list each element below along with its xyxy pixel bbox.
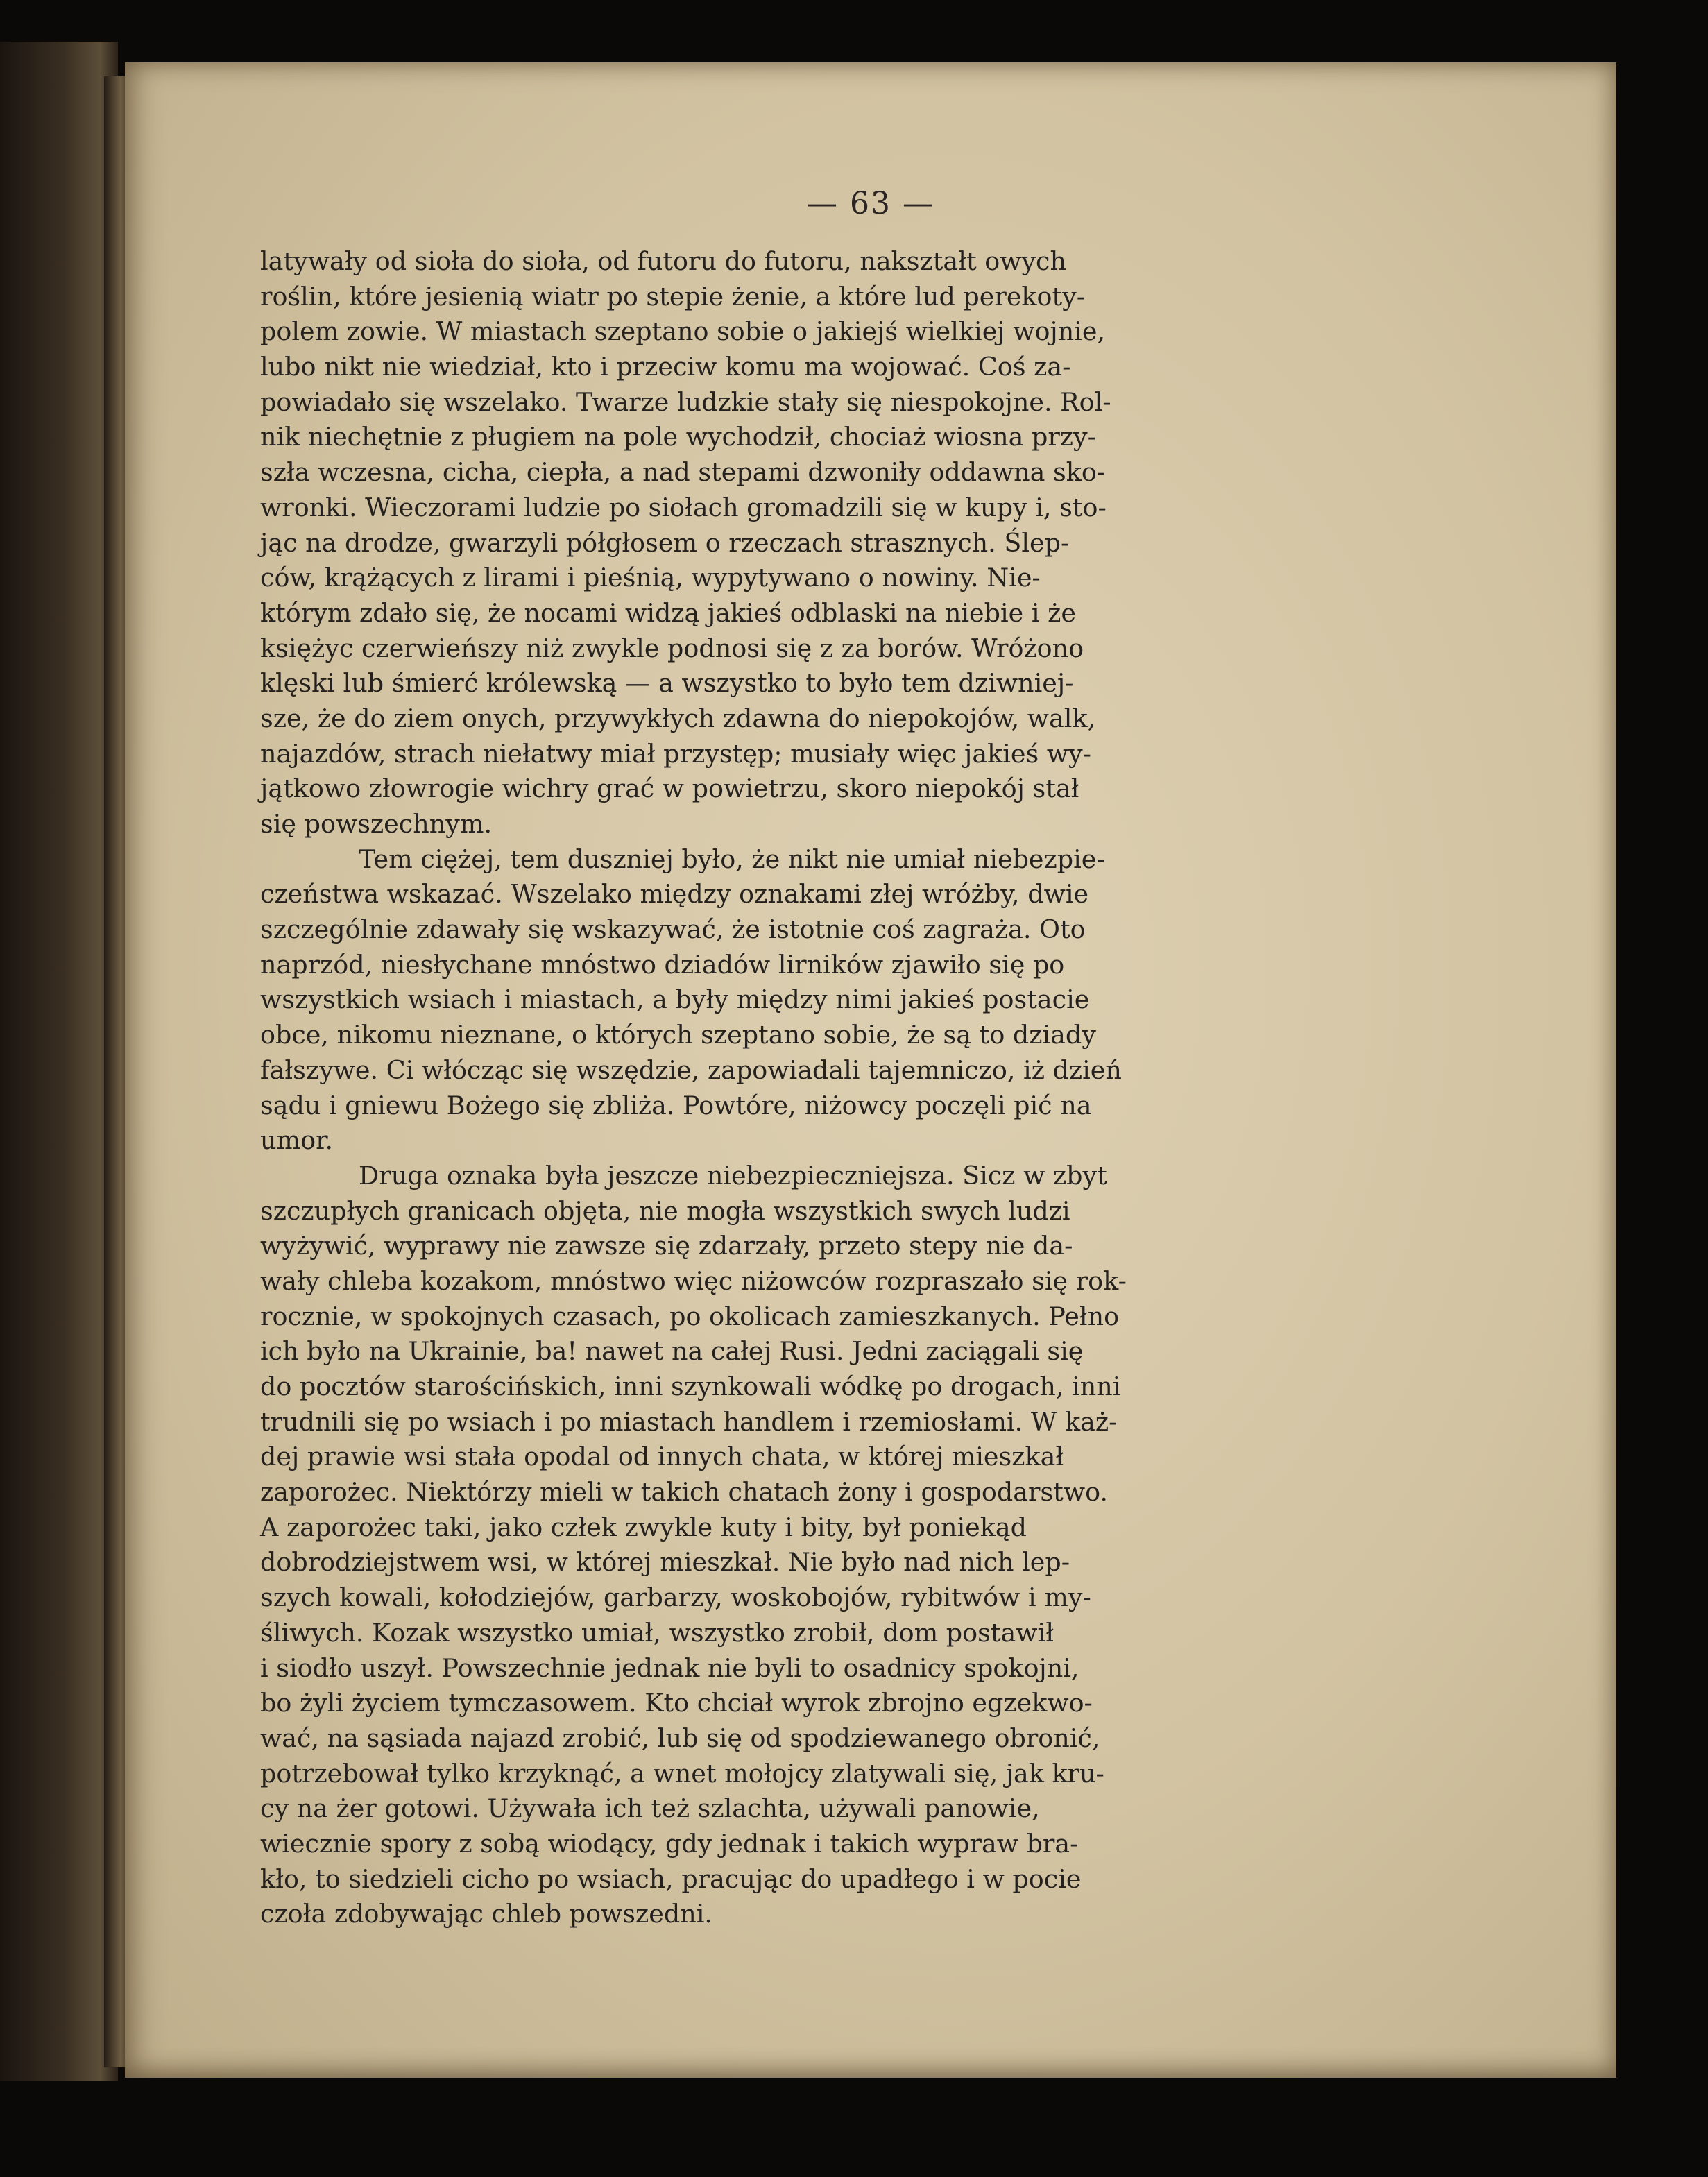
text-line: bo żyli życiem tymczasowem. Kto chciał wyrok zbrojno egzekwo-	[260, 1688, 1093, 1718]
paragraph	[260, 842, 1488, 1159]
text-line: się powszechnym.	[260, 809, 493, 839]
text-line: potrzebował tylko krzyknąć, a wnet mołojcy zlatywali się, jak kru-	[260, 1758, 1104, 1788]
paragraph	[260, 1159, 1488, 1932]
paragraph	[260, 244, 1488, 842]
text-line: sądu i gniewu Bożego się zbliża. Powtóre, niżowcy poczęli pić na	[260, 1090, 1092, 1120]
text-line: rocznie, w spokojnych czasach, po okolicach zamieszkanych. Pełno	[260, 1301, 1120, 1331]
text-line: trudnili się po wsiach i po miastach handlem i rzemiosłami. W każ-	[260, 1406, 1118, 1437]
text-line: szczególnie zdawały się wskazywać, że istotnie coś zagraża. Oto	[260, 914, 1086, 945]
text-line: latywały od sioła do sioła, od futoru do futoru, nakształt owych	[260, 246, 1067, 276]
text-line: czoła zdobywając chleb powszedni.	[260, 1899, 713, 1929]
text-line: dobrodziejstwem wsi, w której mieszkał. Nie było nad nich lep-	[260, 1547, 1070, 1578]
text-line: wszystkich wsiach i miastach, a były między nimi jakieś postacie	[260, 984, 1090, 1015]
text-line: obce, nikomu nieznane, o których szeptano sobie, że są to dziady	[260, 1020, 1096, 1050]
text-line: najazdów, strach niełatwy miał przystęp; musiały więc jakieś wy-	[260, 738, 1092, 769]
text-line: wały chleba kozakom, mnóstwo więc niżowców rozpraszało się rok-	[260, 1265, 1127, 1296]
text-line: jąc na drodze, gwarzyli półgłosem o rzeczach strasznych. Ślep-	[260, 527, 1070, 558]
text-line: śliwych. Kozak wszystko umiał, wszystko zrobił, dom postawił	[260, 1617, 1054, 1648]
text-line: czeństwa wskazać. Wszelako między oznakami złej wróżby, dwie	[260, 879, 1089, 910]
text-line: którym zdało się, że nocami widzą jakieś odblaski na niebie i że	[260, 597, 1076, 628]
text-line: kło, to siedzieli cicho po wsiach, pracując do upadłego i w pocie	[260, 1863, 1082, 1894]
text-line: naprzód, niesłychane mnóstwo dziadów lirników zjawiło się po	[260, 949, 1065, 980]
text-line: polem zowie. W miastach szeptano sobie o jakiejś wielkiej wojnie,	[260, 316, 1106, 347]
text-line: ich było na Ukrainie, ba! nawet na całej Rusi. Jedni zaciągali się	[260, 1336, 1084, 1367]
text-line: lubo nikt nie wiedział, kto i przeciw komu ma wojować. Coś za-	[260, 352, 1071, 382]
body-text	[260, 244, 1488, 1932]
text-line: wyżywić, wyprawy nie zawsze się zdarzały, przeto stepy nie da-	[260, 1231, 1073, 1261]
text-line: zaporożec. Niektórzy mieli w takich chatach żony i gospodarstwo.	[260, 1477, 1109, 1508]
text-line: wronki. Wieczorami ludzie po siołach gromadzili się w kupy i, sto-	[260, 492, 1107, 522]
text-line: Tem ciężej, tem duszniej było, że nikt nie umiał niebezpie-	[359, 844, 1105, 874]
page-sheet	[125, 62, 1616, 2078]
text-line: szła wczesna, cicha, ciepła, a nad stepami dzwoniły oddawna sko-	[260, 457, 1106, 488]
book-cover-board	[0, 42, 118, 2081]
text-line: fałszywe. Ci włócząc się wszędzie, zapowiadali tajemniczo, iż dzień	[260, 1055, 1122, 1085]
text-line: A zaporożec taki, jako człek zwykle kuty i bity, był poniekąd	[260, 1512, 1027, 1542]
page-number: — 63 —	[807, 186, 934, 221]
text-line: szych kowali, kołodziejów, garbarzy, woskobojów, rybitwów i my-	[260, 1582, 1091, 1613]
text-line: jątkowo złowrogie wichry grać w powietrzu, skoro niepokój stał	[260, 774, 1079, 804]
text-line: umor.	[260, 1125, 334, 1156]
text-line: klęski lub śmierć królewską — a wszystko to było tem dziwniej-	[260, 668, 1074, 699]
text-line: dej prawie wsi stała opodal od innych chata, w której mieszkał	[260, 1442, 1064, 1472]
text-line: Druga oznaka była jeszcze niebezpieczniejsza. Sicz w zbyt	[359, 1160, 1107, 1190]
text-line: nik niechętnie z pługiem na pole wychodził, chociaż wiosna przy-	[260, 422, 1096, 452]
text-line: powiadało się wszelako. Twarze ludzkie stały się niespokojne. Rol-	[260, 386, 1111, 417]
text-line: cy na żer gotowi. Używała ich też szlachta, używali panowie,	[260, 1793, 1040, 1824]
text-line: sze, że do ziem onych, przywykłych zdawna do niepokojów, walk,	[260, 703, 1096, 733]
text-line: do pocztów starościńskich, inni szynkowali wódkę po drogach, inni	[260, 1372, 1121, 1401]
text-line: roślin, które jesienią wiatr po stepie żenie, a które lud perekoty-	[260, 281, 1086, 311]
text-line: księżyc czerwieńszy niż zwykle podnosi się z za borów. Wróżono	[260, 633, 1084, 663]
text-line: wiecznie spory z sobą wiodący, gdy jednak i takich wypraw bra-	[260, 1828, 1079, 1859]
text-line: ców, krążących z lirami i pieśnią, wypytywano o nowiny. Nie-	[260, 563, 1041, 593]
text-line: szczupłych granicach objęta, nie mogła wszystkich swych ludzi	[260, 1195, 1070, 1226]
text-line: i siodło uszył. Powszechnie jednak nie byli to osadnicy spokojni,	[260, 1653, 1079, 1683]
text-line: wać, na sąsiada najazd zrobić, lub się od spodziewanego obronić,	[260, 1723, 1100, 1753]
